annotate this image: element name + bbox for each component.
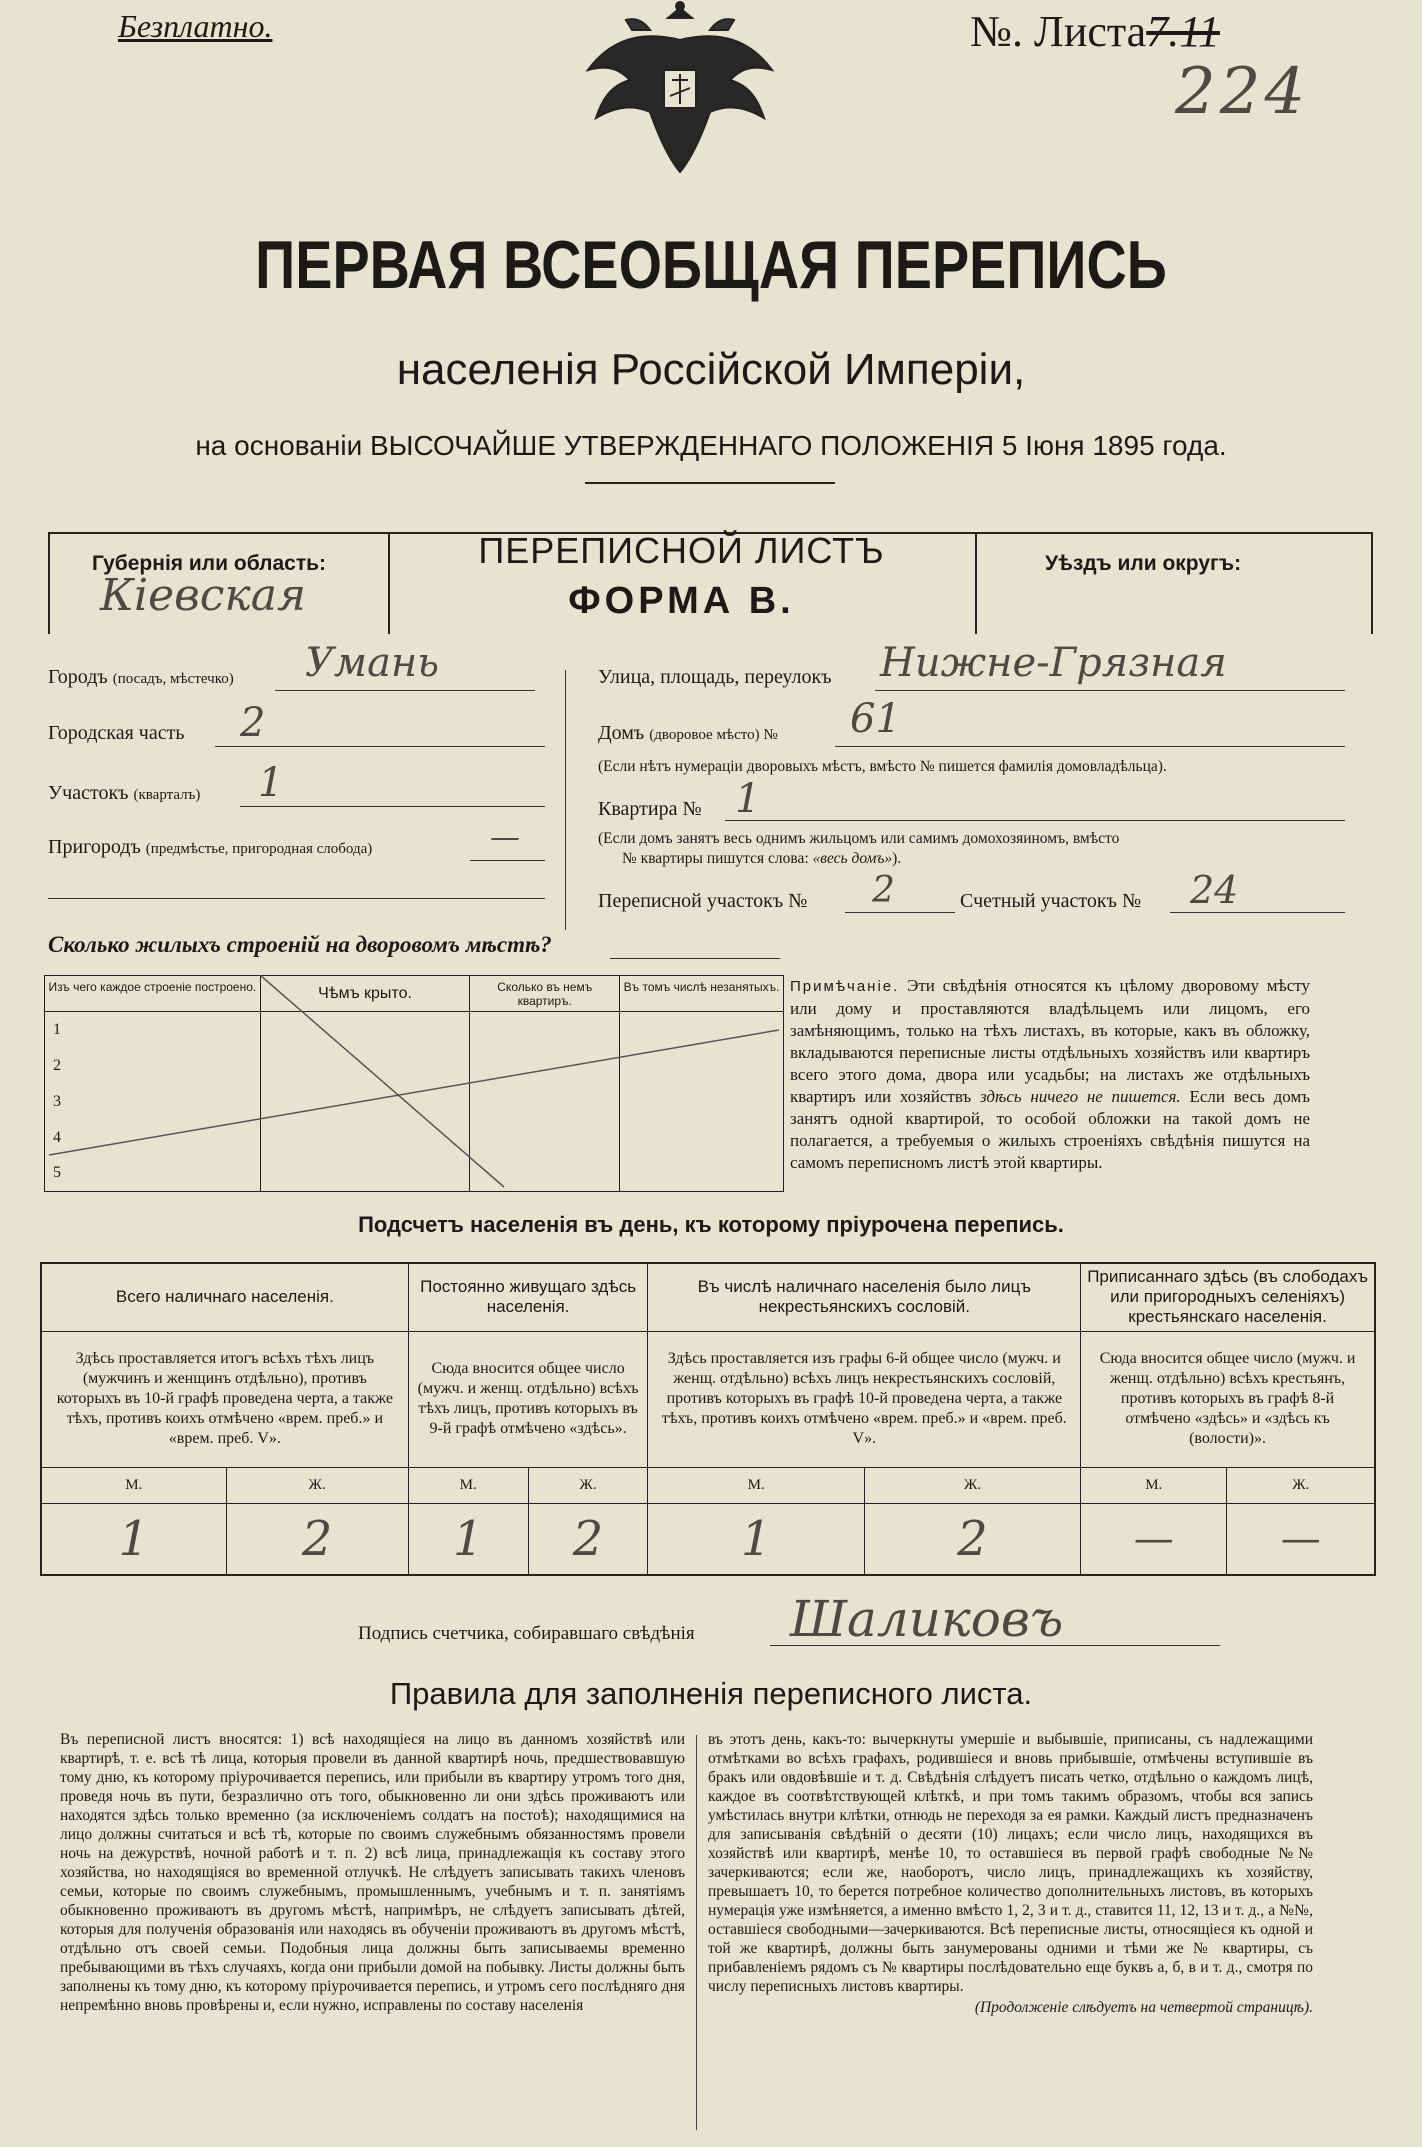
- count-col-body: Здѣсь проставляется изъ графы 6-й общее число (мужч. и женщ. отдѣльно) всѣхъ лицъ некрестьянскихъ сословій, противъ которыхъ въ графѣ 10-й проведена черта, а также тѣхъ, противъ коихъ отмѣчено «врем. преб.» и «врем. преб. V».: [648, 1331, 1081, 1467]
- count-value-m: 1: [408, 1503, 528, 1575]
- count-area-line: [1170, 912, 1345, 913]
- buildings-row-number: 3: [45, 1084, 261, 1120]
- apartment-value: 1: [735, 776, 761, 822]
- census-area-line: [845, 912, 955, 913]
- suburb-value: —: [490, 820, 520, 855]
- rules-column-divider: [696, 1735, 697, 2130]
- buildings-header-apartments: Сколько въ немъ квартиръ.: [470, 976, 620, 1012]
- gubernia-label: Губернія или область:: [92, 552, 327, 575]
- page-subtitle: населенія Россійской Имперіи,: [396, 345, 1026, 394]
- section-label: Участокъ (кварталъ): [48, 782, 201, 804]
- house-label: Домъ (дворовое мѣсто) №: [598, 722, 778, 744]
- count-col-body: Здѣсь проставляется итогъ всѣхъ тѣхъ лицъ (мужчинъ и женщинъ отдѣльно), противъ которыхъ въ 10-й графѣ проведена черта, а также тѣхъ, противъ коихъ отмѣчено «врем. преб.» и «врем. преб. V».: [41, 1331, 408, 1467]
- remark-text: Примѣчаніе. Эти свѣдѣнія относятся къ цѣлому дворовому мѣсту или дому и проставляются владѣльцемъ или лицомъ, его замѣняющимъ, только на тѣхъ листахъ, въ которые, какъ въ обложку, вкладываются переписные листы отдѣльныхъ хозяйствъ или квартиръ всего этого дома, двора или усадьбы; на листахъ же отдѣльныхъ квартиръ или хозяйствъ здѣсь ничего не пишется. Если весь домъ занятъ одной квартирой, то особой обложки на такой домъ не полагается, а требуемыя о жилыхъ строеніяхъ свѣдѣнія пишутся на самомъ переписномъ листѣ этой квартиры.: [790, 976, 1311, 1172]
- census-area-label: Переписной участокъ №: [598, 890, 808, 912]
- rules-right-text: въ этотъ день, какъ-то: вычеркнуты умершіе и выбывшіе, приписаны, съ надлежащими отмѣтками во всѣхъ графахъ, родившіеся и вновь прибывшіе, отмѣчены вступившіе въ бракъ или овдовѣвшіе и т. д. Свѣдѣнія слѣдуетъ писать четко, отдѣльно о каждомъ лицѣ, каждое въ соотвѣтствующей клѣткѣ, и при томъ такимъ образомъ, чтобы вся запись умѣстилась внутри клѣтки, отнюдь не переходя за ея рамки. Каждый листъ предназначенъ для записыванія свѣдѣній о десяти (10) лицахъ; если число лицъ, находящихся въ хозяйствѣ или квартирѣ, менѣе 10, то оставшіеся въ первой графѣ свободные №№ зачеркиваются; если же, наоборотъ, число лицъ, принадлежащихъ къ хозяйству, превышаетъ 10, то берется потребное количество дополнительныхъ листовъ, въ которыхъ нумерація уже измѣняется, а именно вмѣсто 1, 2, 3 и т. д., ставится 11, 12, 13 и т. д., а №№, оставшіеся свободными—зачеркиваются. Всѣ переписные листы, относящіеся къ одной и той же квартирѣ, должны быть занумерованы одними и тѣми же № квартиры, съ прибавленіемъ рядомъ съ № квартиры послѣдовательно еще буквъ а, б, в и т. д., смотря по числу переписныхъ листовъ квартиры.: [708, 1731, 1313, 1995]
- count-col-body: Сюда вносится общее число (мужч. и женщ. отдѣльно) всѣхъ тѣхъ лицъ, противъ которыхъ въ 9-й графѣ отмѣчено «здѣсь».: [408, 1331, 648, 1467]
- free-label: Безплатно.: [118, 8, 273, 44]
- signature-line: [770, 1645, 1220, 1646]
- district-value: 2: [240, 700, 266, 746]
- buildings-question-line: [610, 958, 780, 959]
- count-f-label: Ж.: [528, 1467, 648, 1503]
- buildings-row-number: 4: [45, 1120, 261, 1156]
- buildings-row-number: 2: [45, 1048, 261, 1084]
- city-label: Городъ (посадъ, мѣстечко): [48, 666, 234, 688]
- sheet-number-handwritten: 224: [1175, 55, 1310, 129]
- count-value-m: 1: [648, 1503, 864, 1575]
- count-value-f: 2: [226, 1503, 408, 1575]
- count-col-head: Постоянно живущаго здѣсь населенія.: [408, 1263, 648, 1331]
- double-headed-eagle-emblem: [580, 0, 780, 178]
- count-value-m: 1: [41, 1503, 226, 1575]
- buildings-header-material: Изъ чего каждое строеніе построено.: [45, 976, 261, 1012]
- city-value: Умань: [305, 640, 440, 686]
- sheet-number-label: №. Листа7.11: [970, 7, 1220, 56]
- buildings-question: Сколько жилыхъ строеній на дворовомъ мѣстѣ?: [48, 932, 552, 957]
- rules-left-column: Въ переписной листъ вносятся: 1) всѣ находящіеся на лицо въ данномъ хозяйствѣ или квартирѣ, т. е. всѣ тѣ лица, которыя провели въ данной квартирѣ ночь, предшествовавшую тому дню, къ которому пріурочивается перепись, или прибыли въ квартиру утромъ того дня, проведя ночь въ пути, безразлично отъ того, обыкновенно ли они здѣсь проживаютъ или находятся здѣсь только временно (за исключеніемъ солдатъ на постоѣ); находящимися на лицо должны считаться и всѣ тѣ, которые по своимъ служебнымъ обязанностямъ провели ночь на дежурствѣ, ночной работѣ и т. п. 2) всѣ лица, принадлежащія къ составу этого хозяйства, но находящіяся во временной отлучкѣ. Не слѣдуетъ записывать такихъ членовъ семьи, которые по своимъ служебнымъ, промышленнымъ, учебнымъ и т. п. занятіямъ обыкновенно проживаютъ въ другомъ мѣстѣ, напримѣръ, не слѣдуетъ записывать дѣтей, которыя для полученія образованія или находясь въ обученіи проживаютъ въ другомъ мѣстѣ, отдѣльно отъ своей семьи. Подобныя лица должны быть записываемы временно пребывающими въ тѣхъ случаяхъ, когда они прибыли домой на побывку. Листы должны быть заполнены къ тому дню, къ которому пріурочивается перепись, и утромъ сего послѣдняго дня непремѣнно вновь провѣрены и, если нужно, исправлены по составу населенія: [60, 1731, 685, 2014]
- census-area-value: 2: [872, 870, 895, 911]
- count-f-label: Ж.: [864, 1467, 1080, 1503]
- page-title: ПЕРВАЯ ВСЕОБЩАЯ ПЕРЕПИСЬ: [255, 227, 1167, 303]
- suburb-label: Пригородъ (предмѣстье, пригородная слобода): [48, 836, 373, 858]
- house-value: 61: [850, 696, 901, 742]
- count-col-head: Въ числѣ наличнаго населенія было лицъ некрестьянскихъ сословій.: [648, 1263, 1081, 1331]
- count-title: Подсчетъ населенія въ день, къ которому пріурочена перепись.: [358, 1212, 1064, 1237]
- count-value-m: —: [1081, 1503, 1227, 1575]
- buildings-header-roof: Чѣмъ крыто.: [260, 976, 470, 1012]
- street-line: [875, 690, 1345, 691]
- address-divider-vertical: [565, 670, 566, 930]
- count-value-f: 2: [864, 1503, 1080, 1575]
- buildings-row-number: 5: [45, 1156, 261, 1192]
- house-note: (Если нѣтъ нумераціи дворовыхъ мѣстъ, вмѣсто № пишется фамилія домовладѣльца).: [598, 758, 1167, 775]
- count-area-value: 24: [1190, 868, 1239, 912]
- count-m-label: М.: [408, 1467, 528, 1503]
- count-col-head: Всего наличнаго населенія.: [41, 1263, 408, 1331]
- uezd-label: Уѣздъ или округъ:: [1045, 552, 1242, 575]
- form-header-divider-right: [975, 532, 977, 634]
- rules-right-column: [708, 1730, 1313, 2130]
- district-label: Городская часть: [48, 722, 185, 744]
- count-value-f: —: [1227, 1503, 1375, 1575]
- district-line: [215, 746, 545, 747]
- count-col-head: Приписаннаго здѣсь (въ слободахъ или пригородныхъ селеніяхъ) крестьянскаго населенія.: [1081, 1263, 1375, 1331]
- count-m-label: М.: [648, 1467, 864, 1503]
- count-m-label: М.: [41, 1467, 226, 1503]
- count-value-f: 2: [528, 1503, 648, 1575]
- count-table: [40, 1262, 1376, 1576]
- apartment-label: Квартира №: [598, 798, 702, 820]
- section-line: [240, 806, 545, 807]
- apartment-note-2: № квартиры пишутся слова: «весь домъ»).: [622, 850, 902, 867]
- buildings-strike-lines: [44, 975, 784, 1190]
- suburb-line-1: [470, 860, 545, 861]
- city-line: [275, 690, 535, 691]
- signature-value: Шаликовъ: [790, 1590, 1064, 1648]
- count-f-label: Ж.: [1227, 1467, 1375, 1503]
- signature-label: Подпись счетчика, собиравшаго свѣдѣнія: [358, 1623, 695, 1644]
- count-col-body: Сюда вносится общее число (мужч. и женщ. отдѣльно) всѣхъ крестьянъ, противъ которыхъ въ графѣ 8-й отмѣчено «здѣсь» и «здѣсь къ (волости)».: [1081, 1331, 1375, 1467]
- section-value: 1: [258, 760, 284, 806]
- buildings-header-vacant: Въ томъ числѣ незанятыхъ.: [620, 976, 784, 1012]
- rules-continued: (Продолженіе слѣдуетъ на четвертой страницѣ).: [974, 1999, 1313, 2016]
- form-subtitle: ФОРМА В.: [568, 580, 795, 622]
- sheet-number-struck: 7.11: [1146, 7, 1220, 56]
- street-value: Нижне-Грязная: [880, 640, 1227, 686]
- count-f-label: Ж.: [226, 1467, 408, 1503]
- gubernia-value: Кіевская: [100, 570, 307, 621]
- form-title: ПЕРЕПИСНОЙ ЛИСТЪ: [478, 530, 885, 571]
- count-m-label: М.: [1081, 1467, 1227, 1503]
- count-area-label: Счетный участокъ №: [960, 890, 1142, 912]
- divider: [585, 482, 835, 484]
- rules-title: Правила для заполненія переписного листа.: [389, 1676, 1033, 1711]
- house-line: [835, 746, 1345, 747]
- suburb-line-2: [48, 898, 545, 899]
- apartment-note-1: (Если домъ занятъ весь однимъ жильцомъ или самимъ домохозяиномъ, вмѣсто: [598, 830, 1120, 847]
- apartment-line: [725, 820, 1345, 821]
- buildings-row-number: 1: [45, 1012, 261, 1048]
- page-decree-line: на основаніи ВЫСОЧАЙШЕ УТВЕРЖДЕННАГО ПОЛОЖЕНІЯ 5 Іюня 1895 года.: [195, 430, 1227, 461]
- street-label: Улица, площадь, переулокъ: [598, 666, 832, 688]
